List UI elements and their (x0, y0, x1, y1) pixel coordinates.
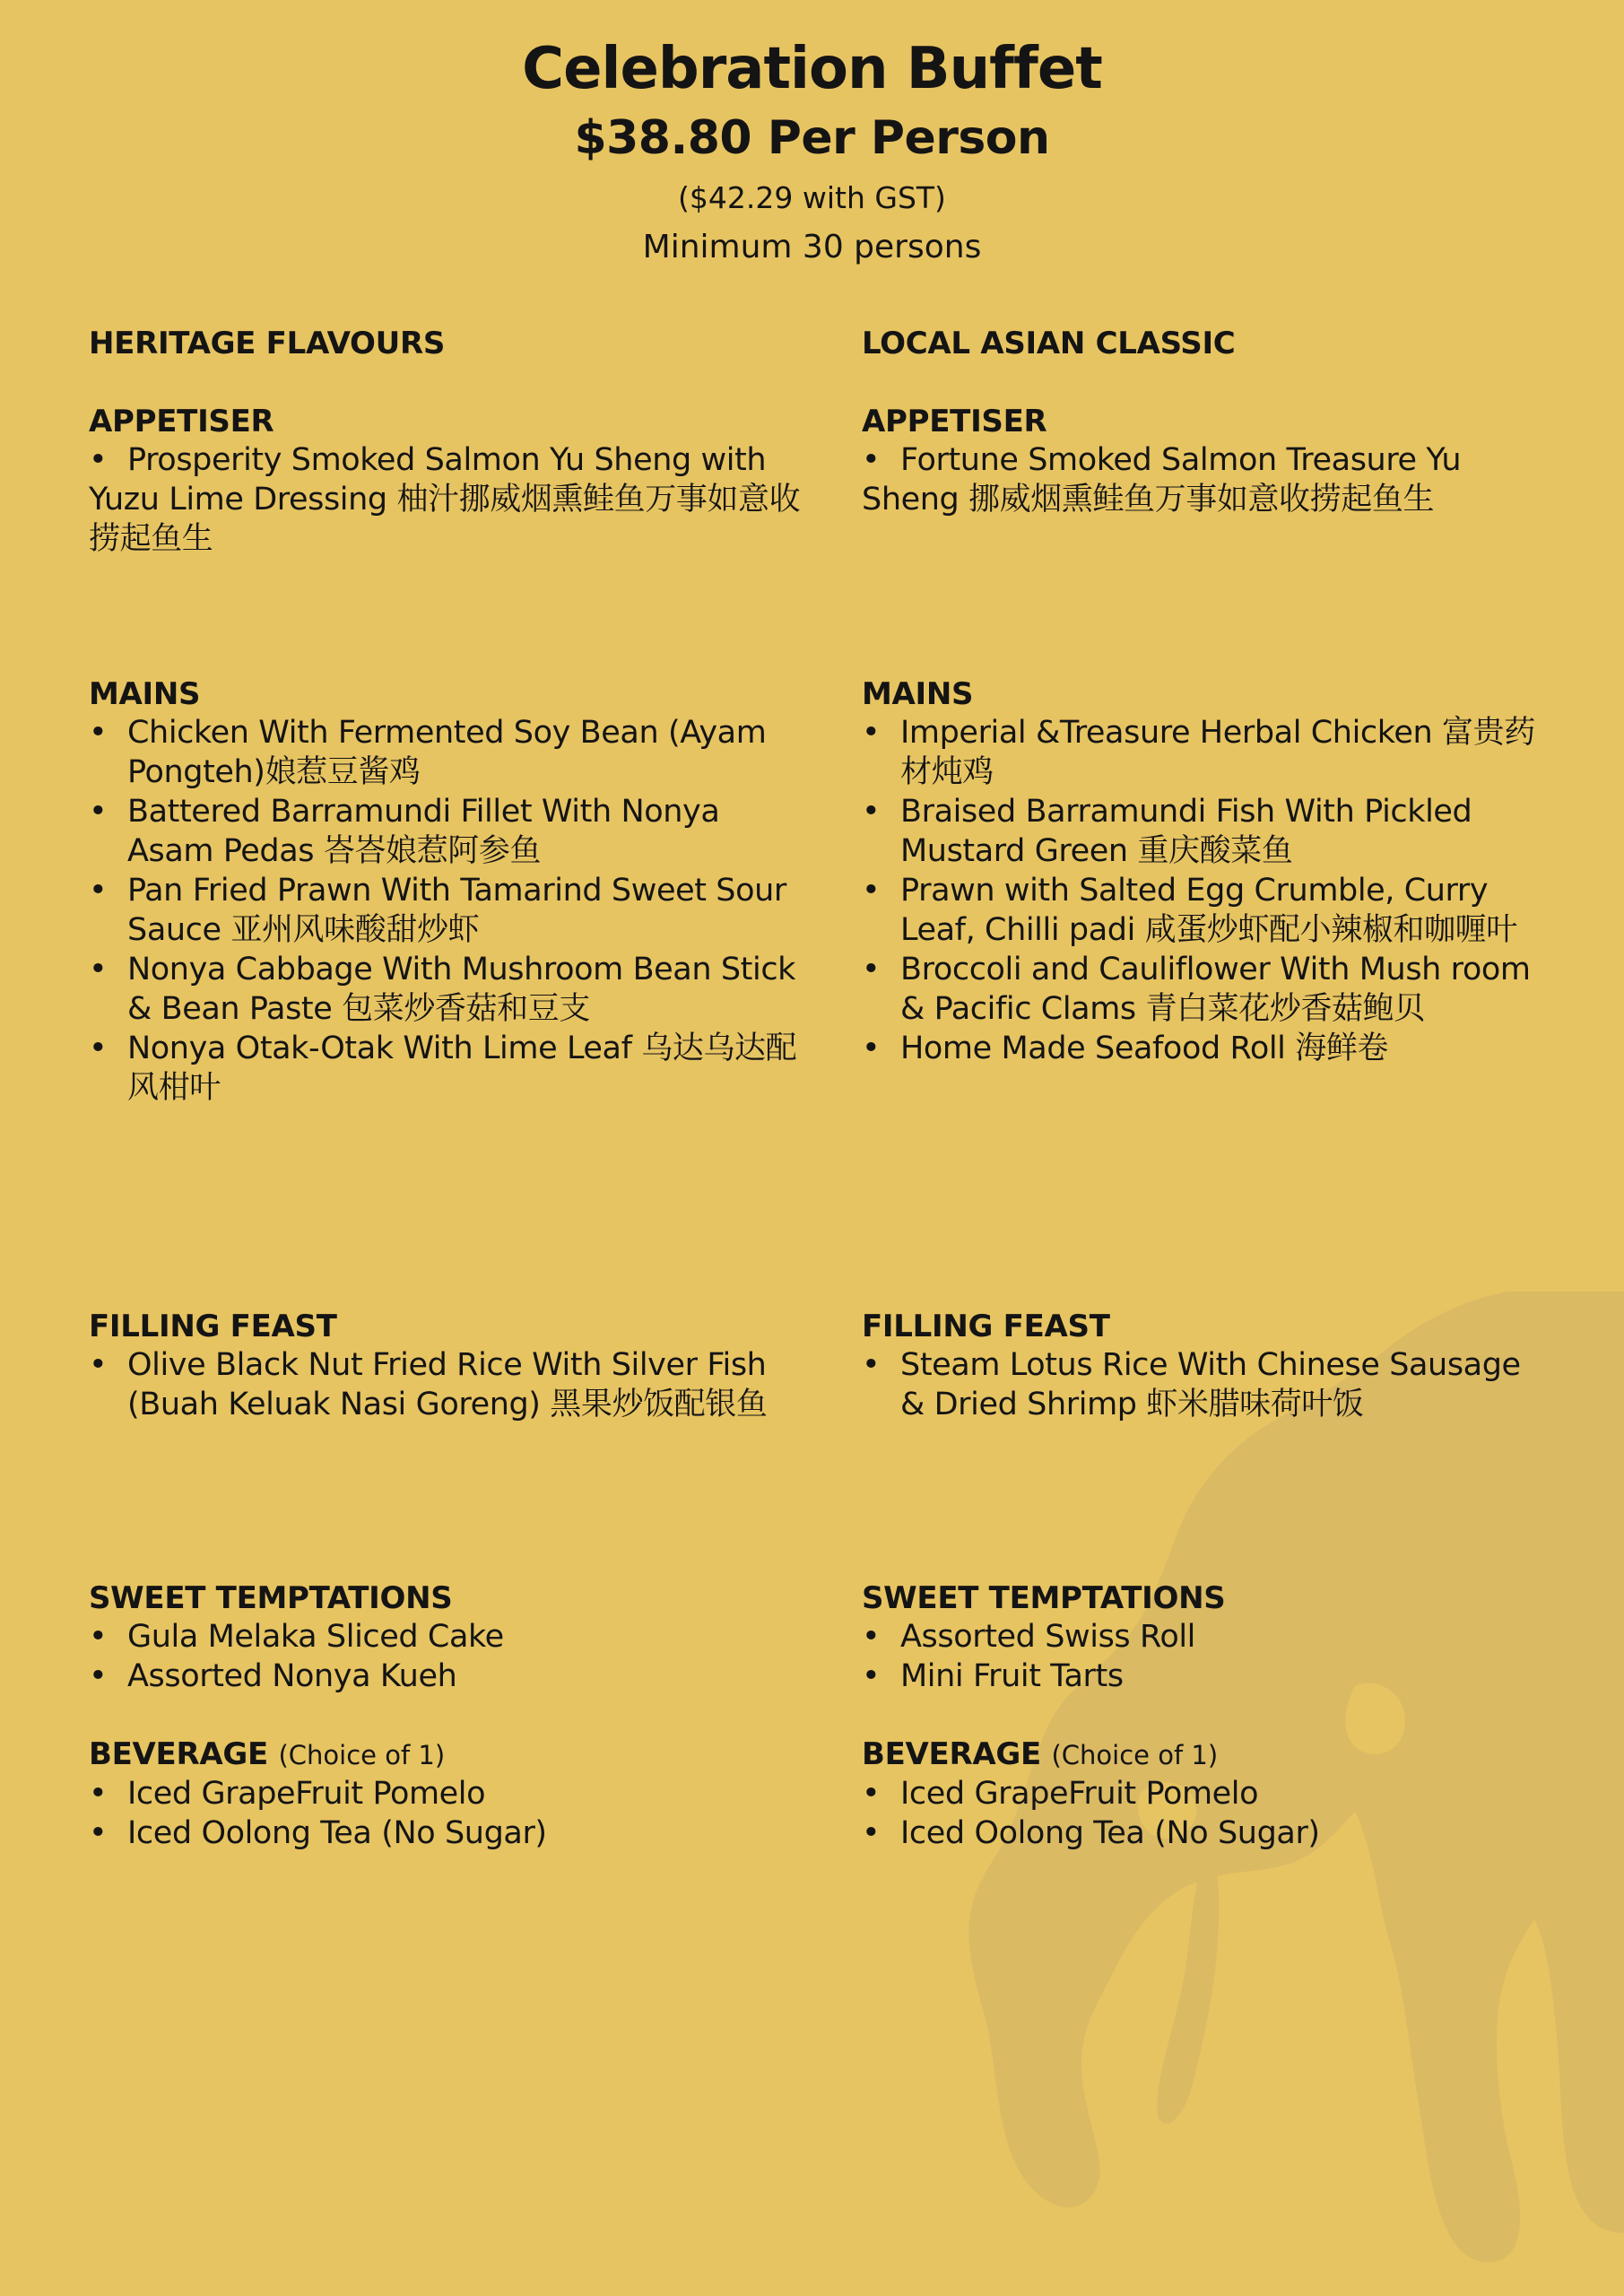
section-beverage (862, 1735, 1543, 1853)
list-item: • Steam Lotus Rice With Chinese Sausage & Dried Shrimp 虾米腊味荷叶饭 (862, 1345, 1543, 1424)
heading-text: BEVERAGE (89, 1736, 268, 1772)
item-list (89, 1345, 806, 1424)
item-list (862, 1617, 1543, 1696)
item-list (862, 713, 1543, 1068)
list-item: • Home Made Seafood Roll 海鲜卷 (862, 1029, 1543, 1068)
list-item: • Braised Barramundi Fish With Pickled Mustard Green 重庆酸菜鱼 (862, 792, 1543, 871)
section-filling-feast (89, 1308, 806, 1424)
section-heading (862, 1735, 1543, 1774)
section-heading: FILLING FEAST (89, 1309, 337, 1344)
list-item: • Pan Fried Prawn With Tamarind Sweet Sour Sauce 亚州风味酸甜炒虾 (89, 871, 806, 950)
list-item: • Iced Oolong Tea (No Sugar) (862, 1813, 1543, 1853)
list-item: • Mini Fruit Tarts (862, 1657, 1543, 1696)
section-heading: MAINS (89, 676, 201, 712)
page-title: Celebration Buffet (522, 36, 1102, 102)
list-item: • Gula Melaka Sliced Cake (89, 1617, 806, 1657)
section-heading: MAINS (862, 676, 974, 712)
section-heading: SWEET TEMPTATIONS (89, 1580, 453, 1616)
list-item: • Assorted Nonya Kueh (89, 1657, 806, 1696)
item-list (89, 1617, 806, 1696)
list-item: • Iced GrapeFruit Pomelo (862, 1774, 1543, 1813)
heading-note: (Choice of 1) (278, 1740, 446, 1770)
list-item: • Broccoli and Cauliflower With Mush room & Pacific Clams 青白菜花炒香菇鲍贝 (862, 950, 1543, 1029)
list-item: • Nonya Cabbage With Mushroom Bean Stick & Bean Paste 包菜炒香菇和豆支 (89, 950, 806, 1029)
section-appetiser (862, 403, 1543, 519)
item-list (862, 1345, 1543, 1424)
list-item: • Nonya Otak-Otak With Lime Leaf 乌达乌达配风柑叶 (89, 1029, 806, 1108)
section-heading: APPETISER (89, 404, 274, 439)
list-item: • Olive Black Nut Fried Rice With Silver Fish (Buah Keluak Nasi Goreng) 黑果炒饭配银鱼 (89, 1345, 806, 1424)
list-item: • Iced Oolong Tea (No Sugar) (89, 1813, 806, 1853)
list-item: • Assorted Swiss Roll (862, 1617, 1543, 1657)
item-text: Fortune Smoked Salmon Treasure Yu Sheng 挪威烟熏鲑鱼万事如意收捞起鱼生 (862, 442, 1462, 517)
list-item: • Imperial &Treasure Herbal Chicken 富贵药材炖鸡 (862, 713, 1543, 792)
list-item: • Chicken With Fermented Soy Bean (Ayam Pongteh)娘惹豆酱鸡 (89, 713, 806, 792)
item-list (89, 713, 806, 1108)
section-heading (89, 1735, 806, 1774)
section-mains (862, 675, 1543, 1068)
item-list (862, 1774, 1543, 1853)
list-item: • Fortune Smoked Salmon Treasure Yu Sheng 挪威烟熏鲑鱼万事如意收捞起鱼生 (862, 442, 1462, 517)
category-title: LOCAL ASIAN CLASSIC (862, 326, 1236, 361)
list-item: • Prosperity Smoked Salmon Yu Sheng with Yuzu Lime Dressing 柚汁挪威烟熏鲑鱼万事如意收捞起鱼生 (89, 442, 801, 557)
section-filling-feast (862, 1308, 1543, 1424)
section-mains (89, 675, 806, 1108)
item-list (89, 1774, 806, 1853)
section-heading: APPETISER (862, 404, 1047, 439)
category-title: HERITAGE FLAVOURS (89, 326, 446, 361)
section-appetiser (89, 403, 806, 559)
minimum-persons: Minimum 30 persons (642, 229, 982, 265)
heading-note: (Choice of 1) (1051, 1740, 1219, 1770)
list-item: • Iced GrapeFruit Pomelo (89, 1774, 806, 1813)
price-with-gst: ($42.29 with GST) (678, 180, 946, 215)
section-sweet-temptations (862, 1579, 1543, 1696)
item-text: Prosperity Smoked Salmon Yu Sheng with Yuzu Lime Dressing 柚汁挪威烟熏鲑鱼万事如意收捞起鱼生 (89, 442, 801, 557)
price-per-person: $38.80 Per Person (574, 111, 1050, 165)
list-item: • Prawn with Salted Egg Crumble, Curry Leaf, Chilli padi 咸蛋炒虾配小辣椒和咖喱叶 (862, 871, 1543, 950)
section-heading: SWEET TEMPTATIONS (862, 1580, 1226, 1616)
section-sweet-temptations (89, 1579, 806, 1696)
list-item: • Battered Barramundi Fillet With Nonya Asam Pedas 峇峇娘惹阿参鱼 (89, 792, 806, 871)
section-heading: FILLING FEAST (862, 1309, 1110, 1344)
heading-text: BEVERAGE (862, 1736, 1041, 1772)
section-beverage (89, 1735, 806, 1853)
